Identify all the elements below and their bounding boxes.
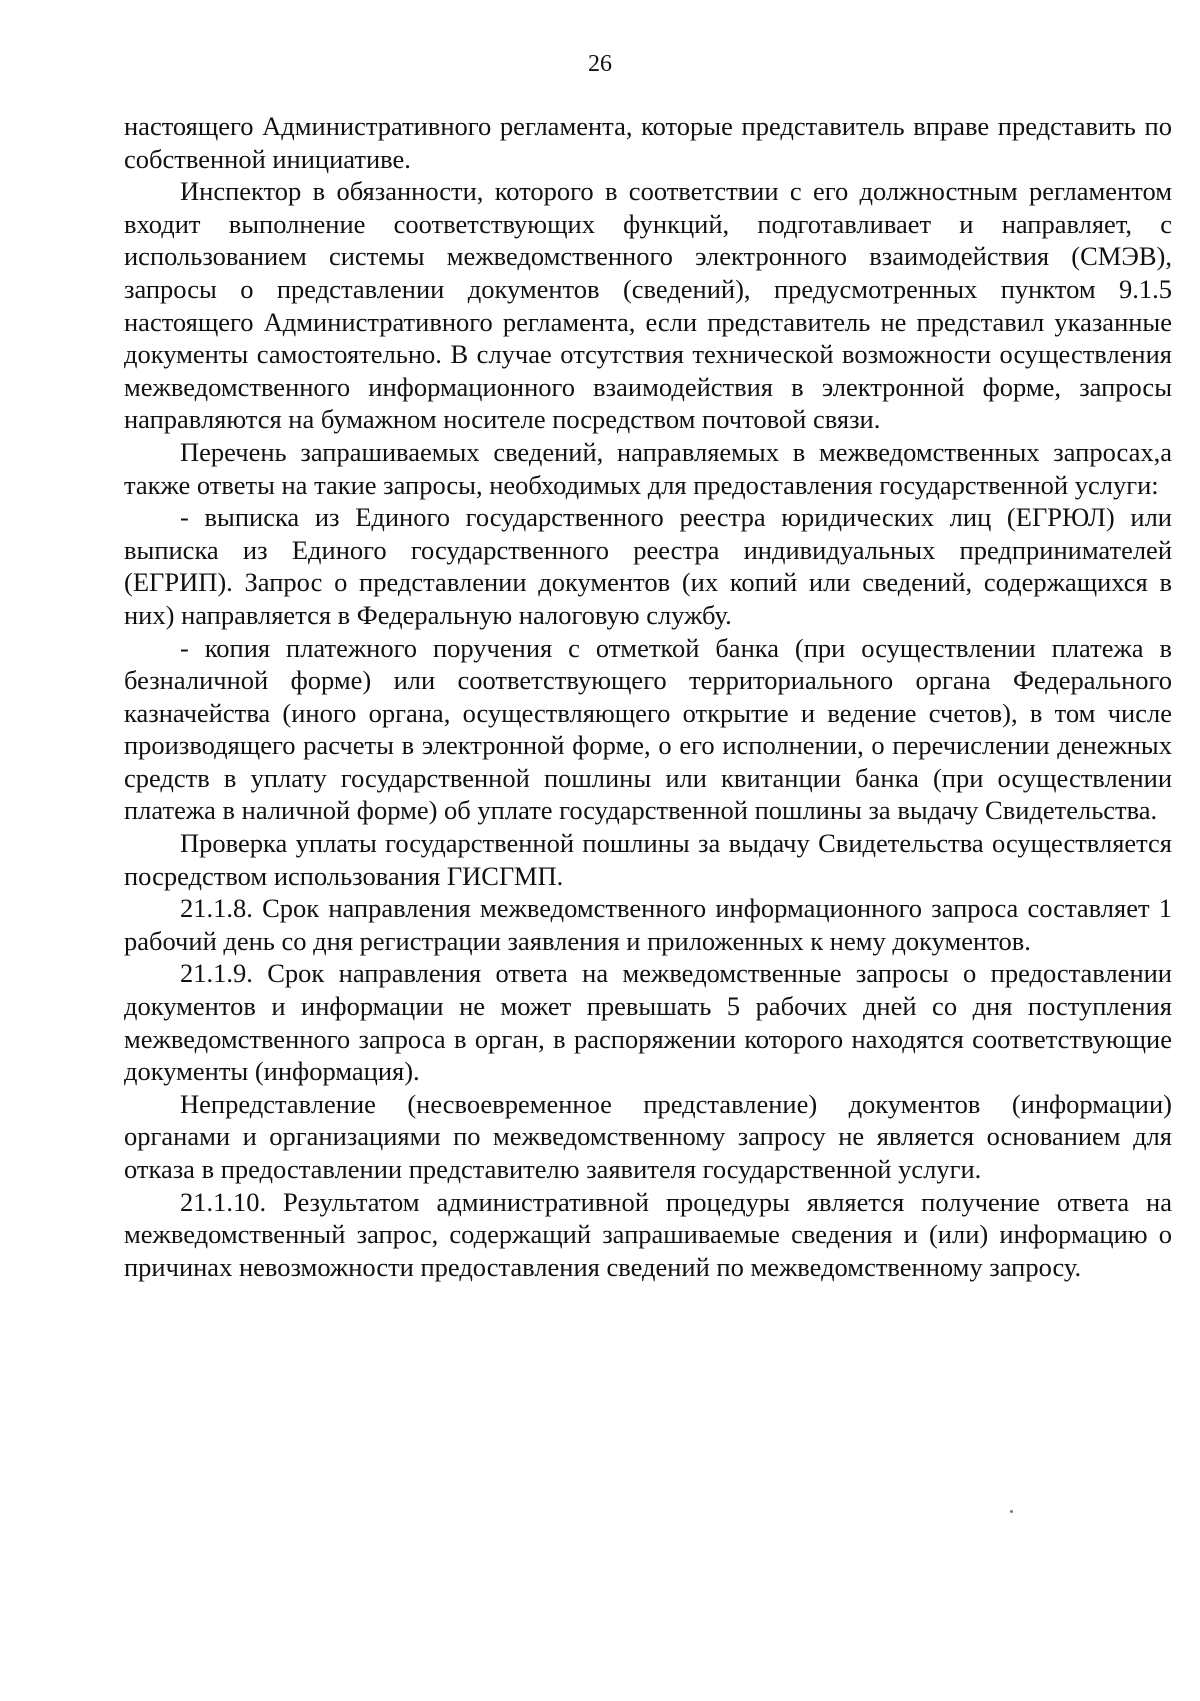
list-item-egrul-extract: - выписка из Единого государственного реестра юридических лиц (ЕГРЮЛ) или выписка из Единого государственного реестра индивидуальных предпринимателей (ЕГРИП). Запрос о представлении документов (их копий или сведений, содержащихся в них) направляется в Федеральную налоговую службу. <box>124 502 1172 630</box>
page-number: 26 <box>588 51 612 77</box>
paragraph-inspector-requests: Инспектор в обязанности, которого в соответствии с его должностным регламентом входит выполнение соответствующих функций, подготавливает и направляет, с использованием системы межведомственного электронного взаимодействия (СМЭВ), запросы о представлении документов (сведений), предусмотренных пунктом 9.1.5 настоящего Административного регламента, если представитель не представил указанные документы самостоятельно. В случае отсутствия технической возможности осуществления межведомственного информационного взаимодействия в электронной форме, запросы направляются на бумажном носителе посредством почтовой связи. <box>124 176 1172 435</box>
paragraph-requested-info-list: Перечень запрашиваемых сведений, направляемых в межведомственных запросах,а также ответы на такие запросы, необходимых для предоставления государственной услуги: <box>124 436 1172 500</box>
paragraph-continuation: настоящего Административного регламента, которые представитель вправе представить по собственной инициативе. <box>124 111 1172 174</box>
paragraph-21-1-10: 21.1.10. Результатом административной процедуры является получение ответа на межведомственный запрос, содержащий запрашиваемые сведения и (или) информацию о причинах невозможности предоставления сведений по межведомственному запросу. <box>124 1186 1172 1282</box>
paragraph-non-submission: Непредставление (несвоевременное представление) документов (информации) органами и организациями по межведомственному запросу не является основанием для отказа в предоставлении представителю заявителя государственной услуги. <box>124 1088 1172 1184</box>
paragraph-21-1-9: 21.1.9. Срок направления ответа на межведомственные запросы о предоставлении документов и информации не может превышать 5 рабочих дней со дня поступления межведомственного запроса в орган, в распоряжении которого находятся соответствующие документы (информация). <box>124 958 1172 1087</box>
scan-speck <box>1010 1510 1013 1513</box>
list-item-payment-order-copy: - копия платежного поручения с отметкой банка (при осуществлении платежа в безналичной форме) или соответствующего территориального органа Федерального казначейства (иного органа, осуществляющего открытие и ведение счетов), в том числе производящего расчеты в электронной форме, о его исполнении, о перечислении денежных средств в уплату государственной пошлины или квитанции банка (при осуществлении платежа в наличной форме) об уплате государственной пошлины за выдачу Свидетельства. <box>124 632 1172 826</box>
paragraph-duty-check: Проверка уплаты государственной пошлины за выдачу Свидетельства осуществляется посредством использования ГИСГМП. <box>124 828 1172 891</box>
page-body <box>124 110 1172 1283</box>
paragraph-21-1-8: 21.1.8. Срок направления межведомственного информационного запроса составляет 1 рабочий день со дня регистрации заявления и приложенных к нему документов. <box>124 893 1172 956</box>
